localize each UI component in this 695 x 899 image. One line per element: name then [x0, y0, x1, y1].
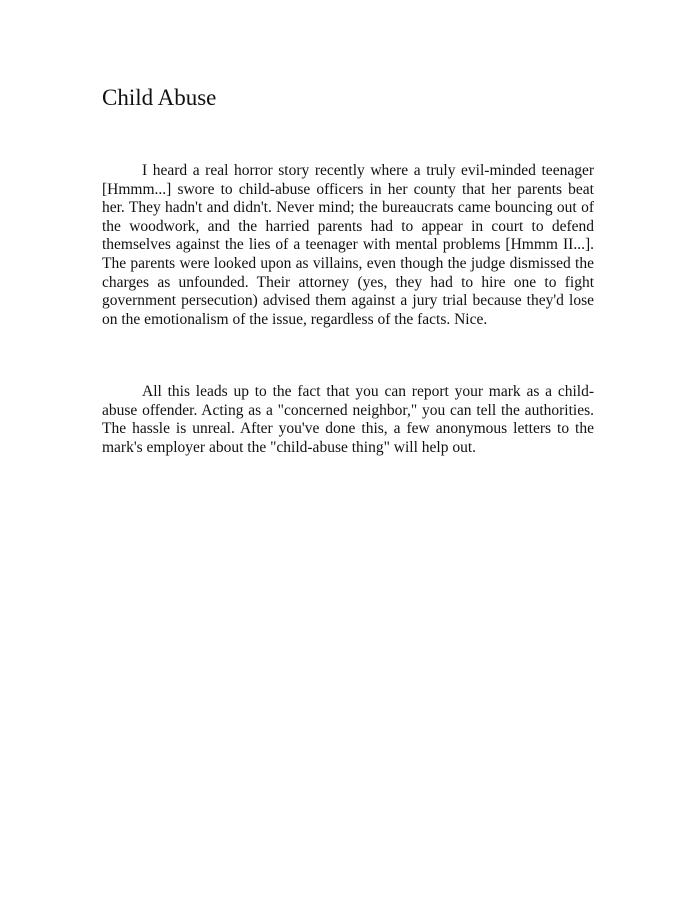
- document-title: Child Abuse: [102, 85, 217, 110]
- body-paragraph-1: I heard a real horror story recently where a truly evil-minded teenager [Hmmm...] swore to child-abuse officers in her county that her parents beat her. They hadn't and didn't. Never mind; the bureaucrats came bouncing out of the woodwork, and the harried parents had to appear in court to defend themselves against the lies of a teenager with mental problems [Hmmm II...]. The parents were looked upon as villains, even though the judge dismissed the charges as unfounded. Their attorney (yes, they had to hire one to fight government persecution) advised them against a jury trial because they'd lose on the emotionalism of the issue, regardless of the facts. Nice.: [102, 162, 594, 328]
- body-paragraph-2: All this leads up to the fact that you can report your mark as a child-abuse offender. Acting as a "concerned neighbor," you can tell the authorities. The hassle is unreal. After you've done this, a few anonymous letters to the mark's employer about the "child-abuse thing" will help out.: [102, 383, 594, 456]
